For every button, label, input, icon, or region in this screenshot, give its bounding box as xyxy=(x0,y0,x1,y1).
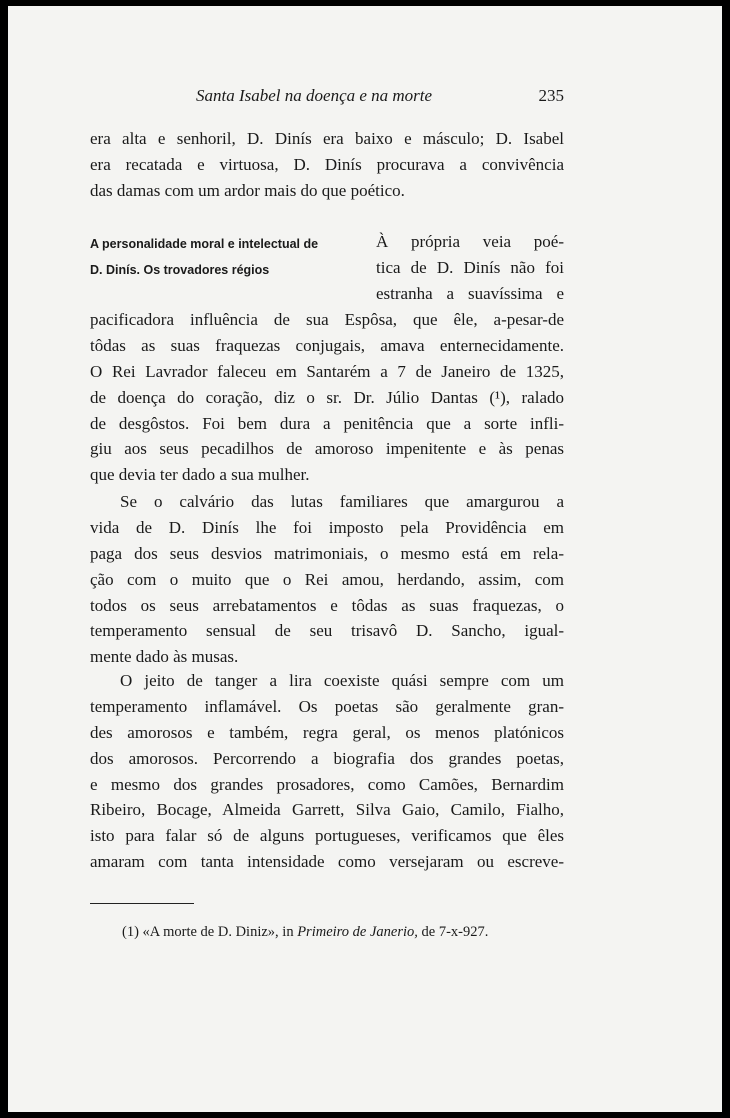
paragraph-3 xyxy=(90,489,564,670)
page-number: 235 xyxy=(538,86,564,105)
text-line: tôdas as suas fraquezas conjugais, amava enternecidamente. xyxy=(90,335,564,355)
sidehead-line: D. Dinís. Os trovadores régios xyxy=(90,263,270,277)
footnote-text: «A morte de D. Diniz», in xyxy=(142,924,294,940)
text-line: temperamento inflamável. Os poetas são geralmente gran- xyxy=(90,696,564,716)
text-line: Se o calvário das lutas familiares que amargurou a xyxy=(120,492,564,511)
text-line: O jeito de tanger a lira coexiste quási sempre com um xyxy=(120,671,564,690)
text-line: era recatada e virtuosa, D. Dinís procurava a convivência xyxy=(90,154,564,174)
sidehead-line: A personalidade moral e intelectual de xyxy=(90,237,319,251)
text-line: dos amorosos. Percorrendo a biografia dos grandes poetas, xyxy=(90,748,564,768)
text-line: amaram com tanta intensidade como versejaram ou escreve- xyxy=(90,852,564,872)
paragraph-2 xyxy=(90,307,564,488)
text-line: que devia ter dado a sua mulher. xyxy=(90,465,310,485)
text-line: todos os seus arrebatamentos e tôdas as suas fraquezas, o xyxy=(90,595,564,615)
paragraph-2-opening xyxy=(376,229,564,307)
text-line: e mesmo dos grandes prosadores, como Camões, Bernardim xyxy=(90,774,564,794)
text-line: paga dos seus desvios matrimoniais, o mesmo está em rela- xyxy=(90,543,564,563)
paragraph-1 xyxy=(90,126,564,204)
text-line: das damas com um ardor mais do que poético. xyxy=(90,180,405,200)
text-line: mente dado às musas. xyxy=(90,647,239,667)
running-header xyxy=(90,86,564,110)
section-sidehead xyxy=(90,231,350,283)
footnote-date: de 7-x-927. xyxy=(421,924,489,940)
text-line: tica de D. Dinís não foi xyxy=(376,258,564,277)
text-line: vida de D. Dinís lhe foi imposto pela Providência em xyxy=(90,517,564,537)
footnote-marker: (1) xyxy=(122,924,139,940)
text-line: era alta e senhoril, D. Dinís era baixo e másculo; D. Isabel xyxy=(90,129,564,148)
text-line: isto para falar só de alguns portugueses, verificamos que êles xyxy=(90,826,564,846)
footnote-divider xyxy=(90,903,194,904)
text-line: des amorosos e também, regra geral, os menos platónicos xyxy=(90,722,564,742)
text-line: Ribeiro, Bocage, Almeida Garrett, Silva Gaio, Camilo, Fialho, xyxy=(90,800,564,820)
running-title: Santa Isabel na doença e na morte xyxy=(196,86,433,105)
text-line: de doença do coração, diz o sr. Dr. Júlio Dantas (¹), ralado xyxy=(90,387,564,407)
paragraph-4 xyxy=(90,668,564,875)
footnote-publication: Primeiro de Janerio, xyxy=(297,924,418,940)
text-line: pacificadora influência de sua Espôsa, que êle, a-pesar-de xyxy=(90,310,564,329)
text-line: estranha a suavíssima e xyxy=(376,284,564,303)
text-line: de desgôstos. Foi bem dura a penitência que a sorte infli- xyxy=(90,413,564,433)
text-line: giu aos seus pecadilhos de amoroso impenitente e às penas xyxy=(90,439,564,459)
text-line: ção com o muito que o Rei amou, herdando, assim, com xyxy=(90,569,564,589)
text-line: O Rei Lavrador faleceu em Santarém a 7 de Janeiro de 1325, xyxy=(90,361,564,381)
footnote xyxy=(122,924,564,941)
text-line: temperamento sensual de seu trisavô D. Sancho, igual- xyxy=(90,621,564,641)
text-line: À própria veia poé- xyxy=(376,232,564,251)
